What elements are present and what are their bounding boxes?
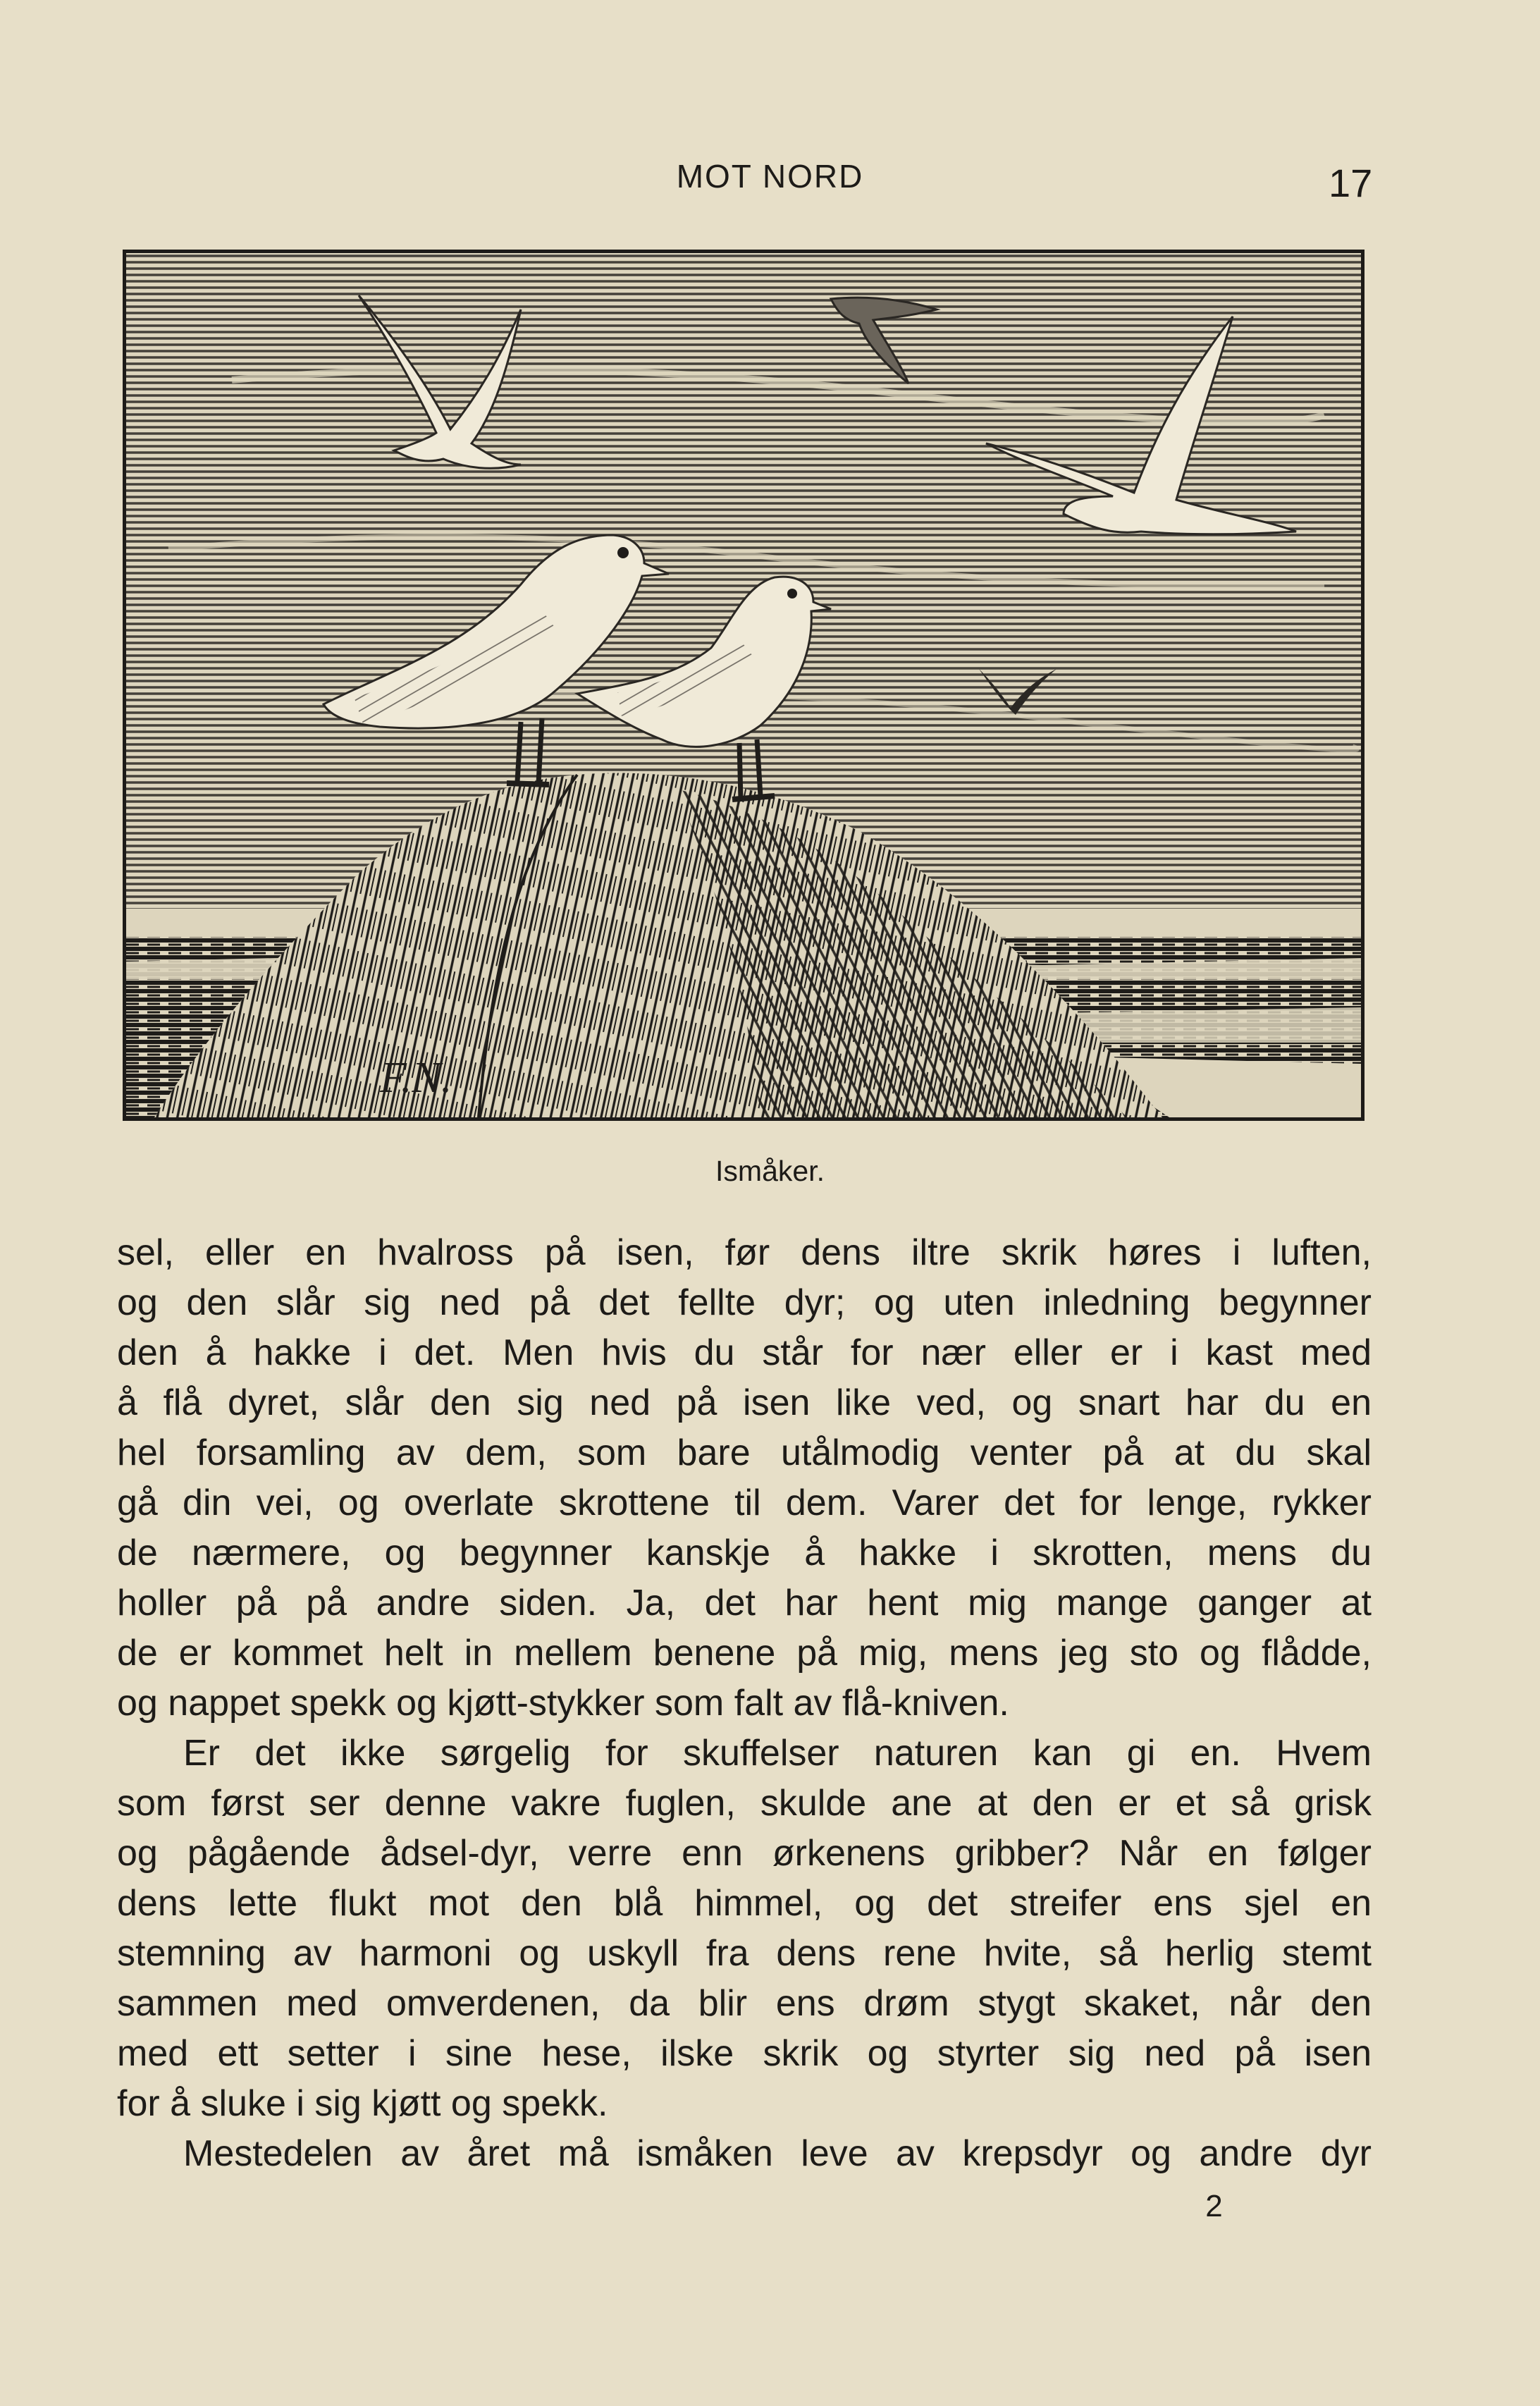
text-line: og den slår sig ned på det fellte dyr; og uten inledning begynner (117, 1282, 1372, 1323)
text-line: de nærmere, og begynner kanskje å hakke i skrotten, mens du (117, 1533, 1372, 1573)
body-text (117, 1228, 1372, 2179)
text-line: den å hakke i det. Men hvis du står for nær eller er i kast med (117, 1332, 1372, 1373)
text-line: Er det ikke sørgelig for skuffelser naturen kan gi en. Hvem (183, 1733, 1372, 1774)
text-line: som først ser denne vakre fuglen, skulde ane at den er et så grisk (117, 1783, 1372, 1824)
text-line: dens lette flukt mot den blå himmel, og det streifer ens sjel en (117, 1883, 1372, 1924)
signature-mark (0, 2189, 1540, 2224)
signature-number: 2 (1205, 2189, 1223, 2223)
text-line: holler på på andre siden. Ja, det har hent mig mange ganger at (117, 1583, 1372, 1624)
text-line: de er kommet helt in mellem benene på mig, mens jeg sto og flådde, (117, 1633, 1372, 1674)
page-number: 17 (1329, 161, 1373, 205)
text-line: med ett setter i sine hese, ilske skrik og styrter sig ned på isen (117, 2033, 1372, 2074)
text-line: Mestedelen av året må ismåken leve av krepsdyr og andre dyr (183, 2133, 1372, 2174)
ivory-gulls-woodcut (126, 253, 1361, 1117)
gull-illustration (123, 250, 1365, 1121)
text-line: og pågående ådsel-dyr, verre enn ørkenens gribber? Når en følger (117, 1833, 1372, 1874)
text-line: stemning av harmoni og uskyll fra dens rene hvite, så herlig stemt (117, 1933, 1372, 1974)
running-title: MOT NORD (676, 158, 864, 195)
figure-caption: Ismåker. (715, 1155, 825, 1187)
text-line: gå din vei, og overlate skrottene til dem. Varer det for lenge, rykker (117, 1483, 1372, 1523)
text-line: å flå dyret, slår den sig ned på isen like ved, og snart har du en (117, 1382, 1372, 1423)
text-line: og nappet spekk og kjøtt-stykker som falt av flå-kniven. (117, 1683, 1009, 1724)
monogram: F.N. (380, 1054, 452, 1102)
text-line: sammen med omverdenen, da blir ens drøm stygt skaket, når den (117, 1983, 1372, 2024)
running-head (0, 152, 1540, 205)
text-line: hel forsamling av dem, som bare utålmodig venter på at du skal (117, 1432, 1372, 1473)
text-line: for å sluke i sig kjøtt og spekk. (117, 2083, 608, 2124)
text-line: sel, eller en hvalross på isen, før dens iltre skrik høres i luften, (117, 1232, 1372, 1273)
